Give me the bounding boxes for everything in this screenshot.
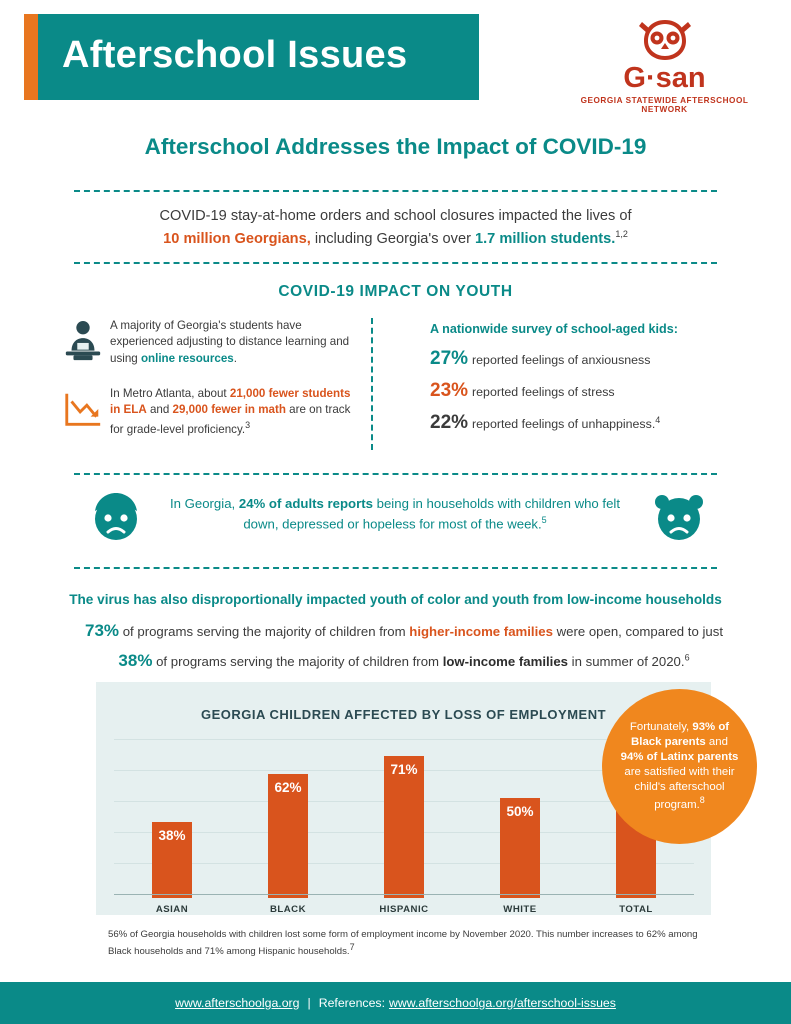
intro-highlight-georgians: 10 million Georgians,: [163, 230, 311, 247]
bar-black: [268, 774, 308, 898]
survey-pct-unhappiness: 22%: [430, 411, 469, 433]
bar-value-black: 62%: [274, 780, 302, 795]
survey-pct-anxiousness: 27%: [430, 348, 469, 369]
callout-footnote: 8: [699, 795, 705, 806]
bar-hispanic: [384, 756, 424, 898]
footer-references-link[interactable]: www.afterschoolga.org/afterschool-issues: [389, 996, 616, 1010]
disproportionate-title: The virus has also disproportionally impacted youth of color and youth from low-income households: [69, 592, 722, 607]
dispro-line1-b: were open, compared to just: [552, 624, 723, 639]
dispro-pct-38: 38%: [118, 650, 153, 670]
bar-value-asian: 38%: [158, 828, 186, 843]
bar-value-white: 50%: [506, 804, 534, 819]
page-footer: [0, 982, 791, 1024]
fact2-highlight-math: 29,000 fewer in math: [172, 403, 286, 417]
intro-footnote: 1,2: [615, 228, 628, 239]
adults-text-a: In Georgia,: [169, 496, 239, 511]
column-divider: [371, 318, 373, 450]
dispro-line-1: [74, 616, 734, 646]
student-laptop-icon: [62, 320, 104, 364]
bar-group-white: [474, 798, 566, 915]
survey-row-stress: [430, 380, 730, 403]
bar-category-asian: ASIAN: [155, 904, 189, 915]
bar-category-total: TOTAL: [619, 904, 653, 915]
fact1-text-b: .: [233, 351, 237, 365]
bar-category-black: BLACK: [269, 904, 307, 915]
adults-statistic-band: [74, 487, 717, 555]
owl-icon: [636, 18, 694, 62]
dispro-line1-a: of programs serving the majority of children from: [119, 624, 410, 639]
sad-face-icon: [88, 489, 144, 545]
survey-text-anxiousness: reported feelings of anxiousness: [472, 353, 651, 367]
bar-white: [500, 798, 540, 898]
callout-highlight-latinx: 94% of Latinx parents: [620, 751, 739, 764]
survey-pct-stress: 23%: [430, 379, 469, 401]
intro-line-2-mid: including Georgia's over: [314, 230, 471, 247]
section-title: Afterschool Addresses the Impact of COVID-19: [144, 134, 647, 159]
bar-category-white: WHITE: [503, 904, 537, 915]
fact1-highlight: online resources: [140, 351, 234, 365]
survey-text-stress: reported feelings of stress: [472, 384, 615, 399]
adults-highlight: 24% of adults reports: [238, 496, 373, 511]
fact2-text-a: In Metro Atlanta, about: [110, 387, 230, 400]
divider-3: [74, 473, 717, 475]
gsan-logo: [562, 18, 767, 114]
fact2-highlight-ela: 21,000 fewer students in ELA: [110, 387, 351, 417]
dispro-line-2: [74, 646, 734, 676]
fact-distance-learning: [62, 318, 362, 370]
fact-proficiency: [62, 386, 362, 438]
fact2-text-b: and: [146, 403, 173, 417]
disproportionate-body: [74, 616, 734, 676]
adults-statistic-text: [159, 494, 631, 534]
dispro-line2-b: in summer of 2020.: [568, 653, 685, 669]
header-accent-bar: [24, 14, 38, 100]
chart-footnote-sup: 7: [349, 942, 355, 953]
divider-4: [74, 567, 717, 569]
bar-value-hispanic: 71%: [390, 762, 418, 777]
logo-wordmark: G·san: [623, 62, 706, 94]
dispro-footnote: 6: [684, 652, 690, 663]
page-title: Afterschool Issues: [62, 34, 408, 76]
chart-title: GEORGIA CHILDREN AFFECTED BY LOSS OF EMPLOYMENT: [200, 707, 607, 722]
dispro-highlight-higher-income: higher-income families: [409, 624, 553, 639]
fact2-footnote: 3: [245, 419, 251, 430]
bar-group-hispanic: [358, 756, 450, 915]
survey-heading: A nationwide survey of school-aged kids:: [430, 322, 678, 336]
callout-text-c: and: [705, 736, 728, 748]
survey-row-anxiousness: [430, 348, 730, 371]
bar-category-hispanic: HISPANIC: [379, 904, 429, 915]
dispro-pct-73: 73%: [85, 621, 120, 640]
impact-right-column: [430, 322, 730, 443]
divider-2: [74, 262, 717, 264]
page-header: [24, 14, 767, 114]
satisfaction-callout: [602, 689, 757, 844]
callout-text-d: are satisfied with their child's afterschool program.: [624, 766, 735, 811]
adults-text-b: being in households with children who felt down, depressed or hopeless for most of the week.: [243, 496, 621, 532]
survey-text-unhappiness: reported feelings of unhappiness.: [472, 416, 656, 431]
callout-text-a: Fortunately,: [629, 720, 693, 733]
intro-paragraph: [74, 206, 717, 251]
survey-footnote: 4: [655, 414, 661, 425]
fact1-text-a: A majority of Georgia's students have experienced adjusting to distance learning and using: [110, 319, 350, 365]
chart-footnote: [108, 928, 698, 959]
survey-row-unhappiness: [430, 412, 730, 435]
logo-subtitle: GEORGIA STATEWIDE AFTERSCHOOL NETWORK: [580, 96, 749, 114]
impact-left-column: [62, 318, 362, 454]
divider-1: [74, 190, 717, 192]
bar-asian: [152, 822, 192, 898]
chart-footnote-text: 56% of Georgia households with children lost some form of employment income by November 2020. This number increases to 62% among Black households and 71% among Hispanic households.: [108, 929, 698, 958]
dispro-highlight-low-income: low-income families: [442, 653, 569, 669]
dispro-line2-a: of programs serving the majority of children from: [152, 653, 443, 669]
sad-face-icon: [651, 489, 707, 545]
footer-site-link[interactable]: www.afterschoolga.org: [175, 996, 300, 1010]
declining-chart-icon: [62, 388, 104, 432]
bar-group-asian: [126, 822, 218, 915]
callout-highlight-black: 93% of Black parents: [631, 720, 730, 748]
footer-separator: |: [307, 996, 311, 1010]
chart-axis-line: [114, 894, 694, 895]
impact-section-title: COVID-19 IMPACT ON YOUTH: [278, 283, 513, 300]
fact2-text-c: are on track for grade-level proficiency.: [110, 403, 351, 436]
intro-highlight-students: 1.7 million students.: [475, 230, 616, 247]
adults-footnote: 5: [541, 514, 547, 525]
footer-references-label: References:: [318, 996, 385, 1010]
intro-line-1: COVID-19 stay-at-home orders and school closures impacted the lives of: [159, 208, 632, 224]
